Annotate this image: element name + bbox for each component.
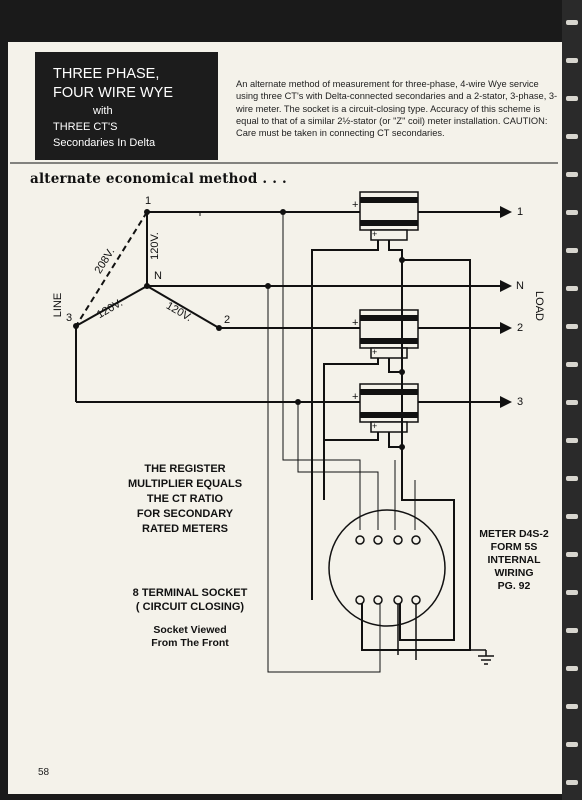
title-line-2: FOUR WIRE WYE xyxy=(53,85,174,101)
node-n-label: N xyxy=(154,270,162,282)
title-line-1: THREE PHASE, xyxy=(53,66,160,82)
page-number: 58 xyxy=(38,767,50,778)
ct-transformer-2 xyxy=(360,310,418,358)
ct2-polarity-primary: + xyxy=(352,317,359,329)
voltage-120-leg3: 120V. xyxy=(94,296,125,322)
load-1-label: 1 xyxy=(517,206,524,218)
load-n-label: N xyxy=(516,280,524,292)
load-side-label: LOAD xyxy=(532,291,545,321)
load-3-label: 3 xyxy=(517,396,524,408)
node-1-label: 1 xyxy=(145,195,152,207)
load-2-label: 2 xyxy=(517,322,524,334)
ct2-polarity-secondary: + xyxy=(372,347,378,357)
ct3-polarity-primary: + xyxy=(352,391,359,403)
title-line-4: THREE CT'S xyxy=(53,121,118,133)
junction-dots xyxy=(73,209,405,450)
title-line-5: Secondaries In Delta xyxy=(53,137,156,149)
ct-transformer-3 xyxy=(360,384,418,432)
title-line-3: with xyxy=(93,105,113,117)
ground-symbol xyxy=(470,650,494,664)
socket-viewed-note: Socket Viewed From The Front xyxy=(151,624,229,649)
description-text: An alternate method of measurement for three-phase, 4-wire Wye service using three CT's with Delta-connected secondaries and a 2-stator, 3-phase, 3-wire meter. The socket is a circuit-closing type. Accuracy of this scheme is equal to that of a similar 2½-stator (or "Z" coil) meter installation. CAUTION: Care must be taken in connecting CT secondaries. xyxy=(236,79,558,139)
voltage-208-label: 208V. xyxy=(92,246,118,276)
node-3-label: 3 xyxy=(66,312,73,324)
register-note: THE REGISTER MULTIPLIER EQUALS THE CT RATIO FOR SECONDARY RATED METERS xyxy=(127,463,243,535)
voltage-120-leg1: 120V. xyxy=(148,232,161,260)
ct1-polarity-primary: + xyxy=(352,199,359,211)
ct1-polarity-secondary: + xyxy=(372,229,378,239)
voltage-120-leg2: 120V. xyxy=(163,299,194,325)
arrowheads xyxy=(500,206,512,408)
ct-transformer-1 xyxy=(360,192,418,240)
socket-note: 8 TERMINAL SOCKET ( CIRCUIT CLOSING) xyxy=(132,587,248,613)
ct3-polarity-secondary: + xyxy=(372,421,378,431)
meter-note: METER D4S-2 FORM 5S INTERNAL WIRING PG. 92 xyxy=(479,528,549,592)
node-2-label: 2 xyxy=(224,314,231,326)
ct-secondary-wiring xyxy=(312,240,470,650)
meter-socket xyxy=(329,510,445,660)
section-heading: alternate economical method . . . xyxy=(30,171,287,187)
line-side-label: LINE xyxy=(52,292,65,318)
